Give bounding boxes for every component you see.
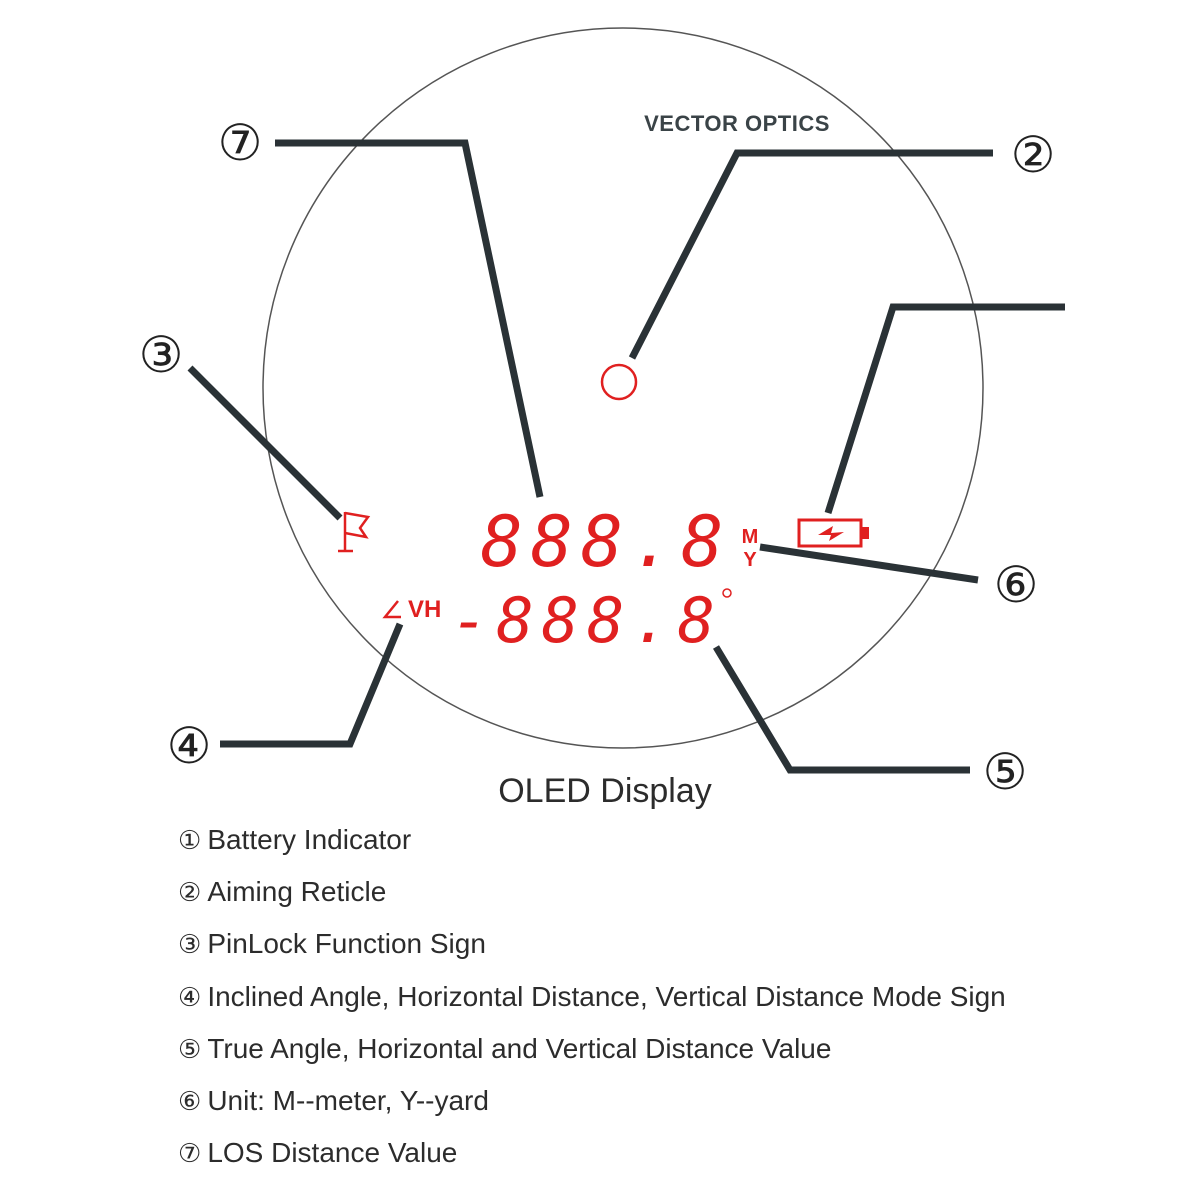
- legend-number: ②: [178, 878, 202, 909]
- vh-label: VH: [408, 596, 442, 623]
- legend-item: [178, 1131, 1006, 1183]
- legend-number: ⑦: [178, 1139, 202, 1170]
- degree-mark: [723, 589, 731, 597]
- legend-item: [178, 818, 1006, 870]
- legend-text: Battery Indicator: [207, 824, 412, 855]
- callout-5: ⑤: [982, 743, 1028, 801]
- legend-text: Unit: M--meter, Y--yard: [207, 1084, 489, 1116]
- callout-3: ③: [138, 326, 184, 384]
- unit-yard: Y: [743, 549, 757, 571]
- leader-line-2: [632, 153, 993, 358]
- leader-line-4: [220, 624, 400, 744]
- legend-item: [178, 922, 1006, 974]
- legend-item: [178, 975, 1006, 1027]
- legend-number: ①: [178, 826, 202, 856]
- pinlock-flag-icon: [338, 512, 368, 551]
- brand-logo: VECTOR OPTICS: [644, 111, 830, 136]
- diagram-caption: OLED Display: [498, 772, 712, 810]
- legend-item: [178, 870, 1006, 922]
- legend-number: ④: [178, 982, 202, 1013]
- angle-distance-value: -888.8: [451, 584, 723, 657]
- legend-text: Inclined Angle, Horizontal Distance, Vertical Distance Mode Sign: [207, 980, 1006, 1012]
- legend-text: Aiming Reticle: [207, 876, 387, 908]
- legend-item: [178, 1027, 1006, 1079]
- leader-line-6: [760, 547, 978, 580]
- leader-line-1: [828, 307, 1065, 513]
- legend-text: True Angle, Horizontal and Vertical Distance Value: [207, 1032, 832, 1064]
- legend-number: ⑥: [178, 1086, 202, 1117]
- leader-line-5: [716, 647, 970, 770]
- leader-line-3: [190, 368, 340, 518]
- legend-text: PinLock Function Sign: [207, 928, 486, 960]
- legend-item: [178, 1079, 1006, 1131]
- aiming-reticle-icon: [602, 365, 636, 399]
- legend-number: ⑤: [178, 1034, 202, 1065]
- legend-list: [178, 818, 1006, 1183]
- legend-number: ③: [178, 930, 202, 961]
- angle-icon: [385, 601, 401, 617]
- battery-icon: [799, 520, 869, 546]
- unit-meter: M: [741, 526, 759, 548]
- callout-7: ⑦: [217, 114, 263, 172]
- callout-6: ⑥: [993, 556, 1039, 614]
- leader-line-7: [275, 143, 540, 497]
- leader-lines: [190, 143, 1065, 770]
- callout-4: ④: [166, 717, 212, 775]
- angle-mode-sign: [385, 596, 441, 623]
- los-distance-value: 888.8: [480, 501, 732, 583]
- callout-2: ②: [1010, 126, 1056, 184]
- legend-text: LOS Distance Value: [207, 1137, 458, 1169]
